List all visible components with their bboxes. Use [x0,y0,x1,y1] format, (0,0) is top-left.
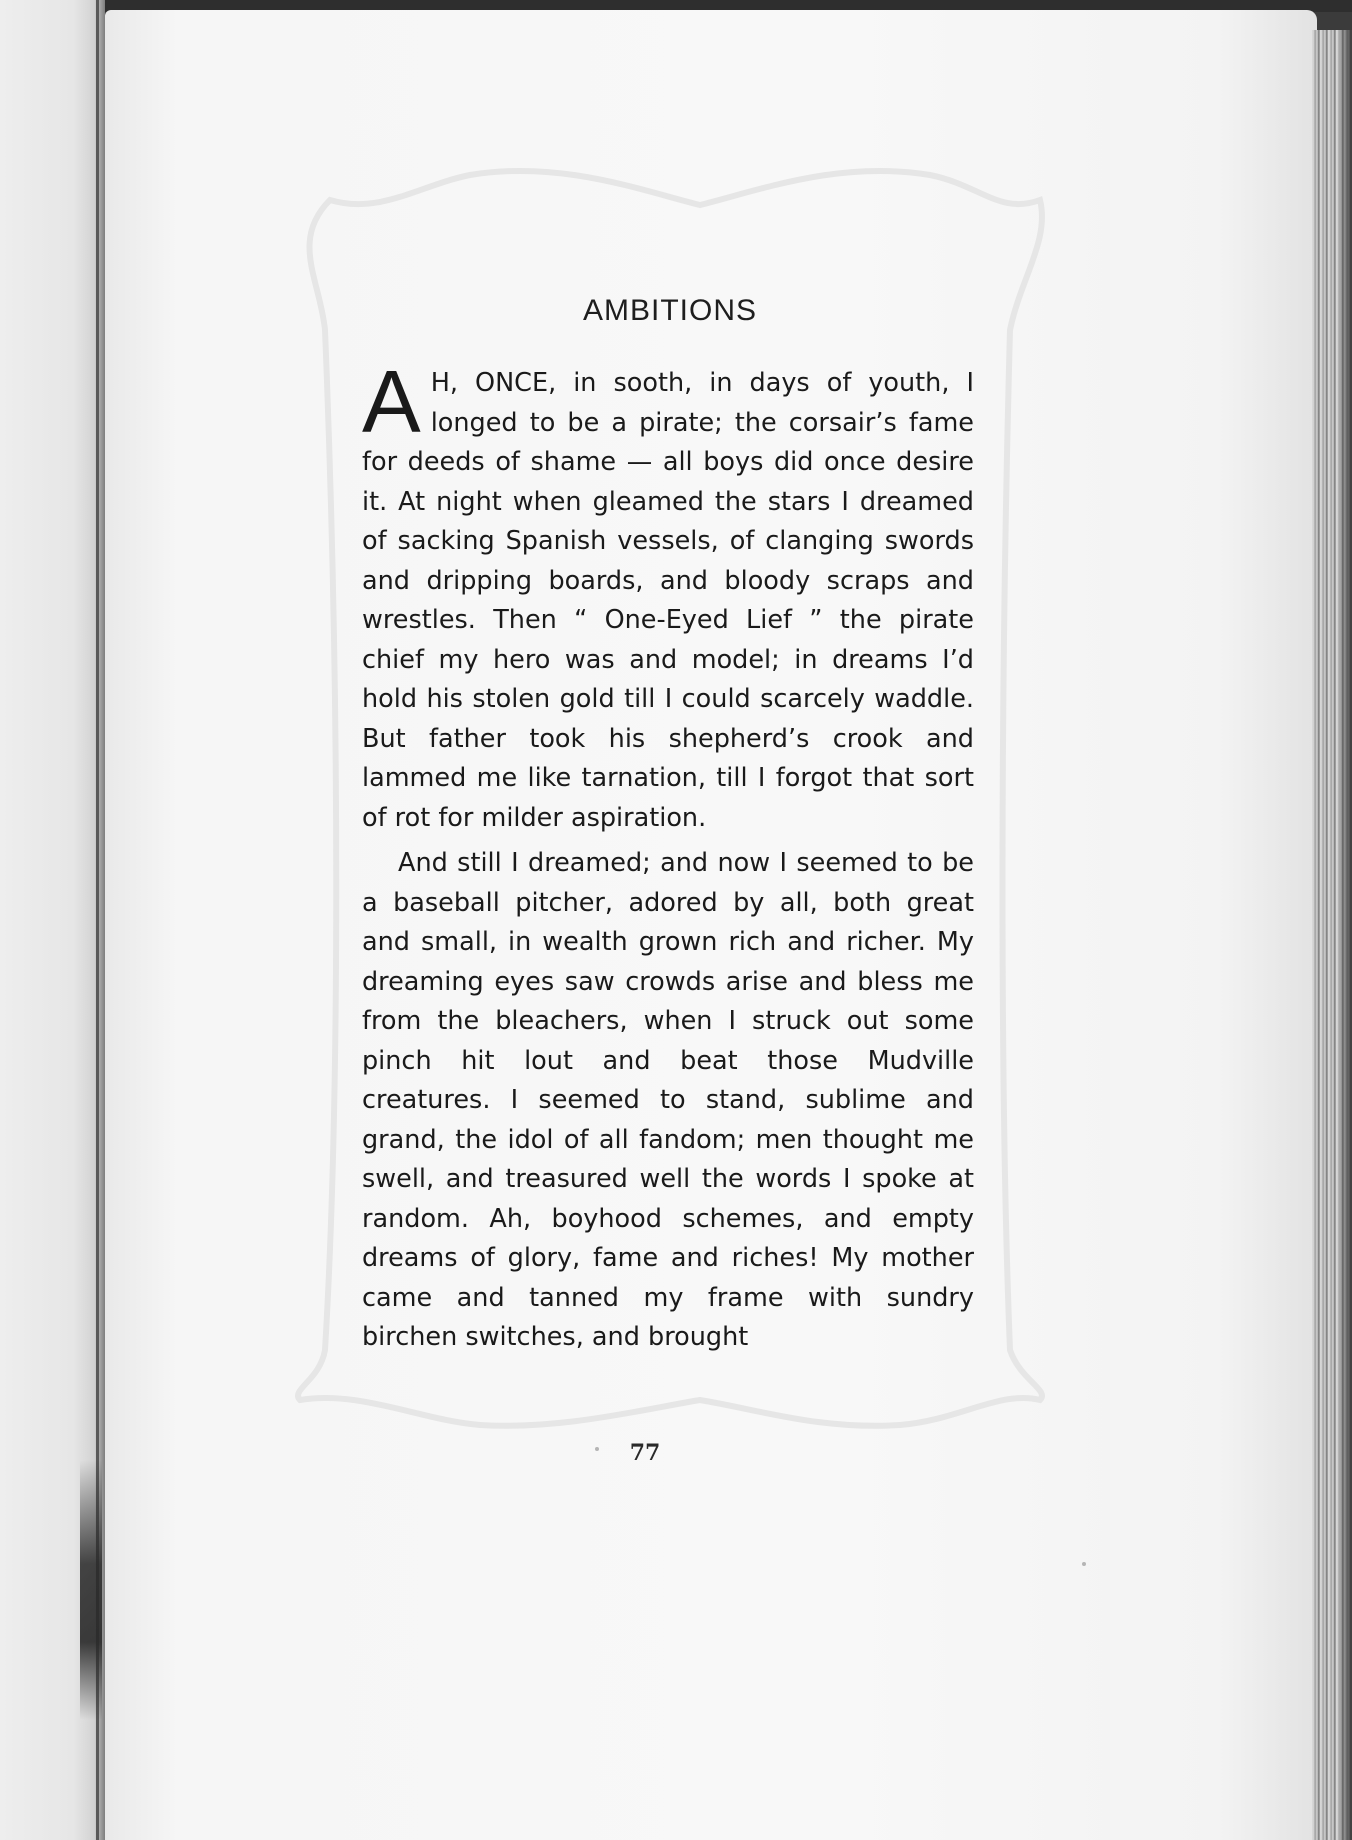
body-text [362,352,974,1358]
paragraph-1-text: H, ONCE, in sooth, in days of youth, I longed to be a pirate; the corsair’s fame for deeds of shame — all boys did once desire it. At night when gleamed the stars I dreamed of sacking Spanish vessels, of clanging swords and dripping boards, and bloody scraps and wrestles. Then “ One-Eyed Lief ” the pirate chief my hero was and model; in dreams I’d hold his stolen gold till I could scarcely waddle. But father took his shepherd’s crook and lammed me like tarnation, till I forgot that sort of rot for milder aspiration. [362,368,974,833]
page-edges [1312,30,1352,1840]
paragraph-1 [362,352,974,838]
speck [595,1447,599,1451]
page-title: AMBITIONS [582,294,757,327]
previous-page-strip [0,0,105,1840]
binding-smudge [80,1460,102,1720]
page-number: 77 [629,1440,661,1466]
drop-cap: A [362,352,421,451]
speck [1082,1562,1086,1566]
page-edges-shade [1340,30,1352,1840]
paragraph-2: And still I dreamed; and now I seemed to be a baseball pitcher, adored by all, both great and small, in wealth grown rich and richer. My dreaming eyes saw crowds arise and bless me from the bleachers, when I struck out some pinch hit lout and beat those Mudville creatures. I seemed to stand, sublime and grand, the idol of all fandom; men thought me swell, and treasured well the words I spoke at random. Ah, boyhood schemes, and empty dreams of glory, fame and riches! My mother came and tanned my frame with sundry birchen switches, and brought [362,848,974,1352]
